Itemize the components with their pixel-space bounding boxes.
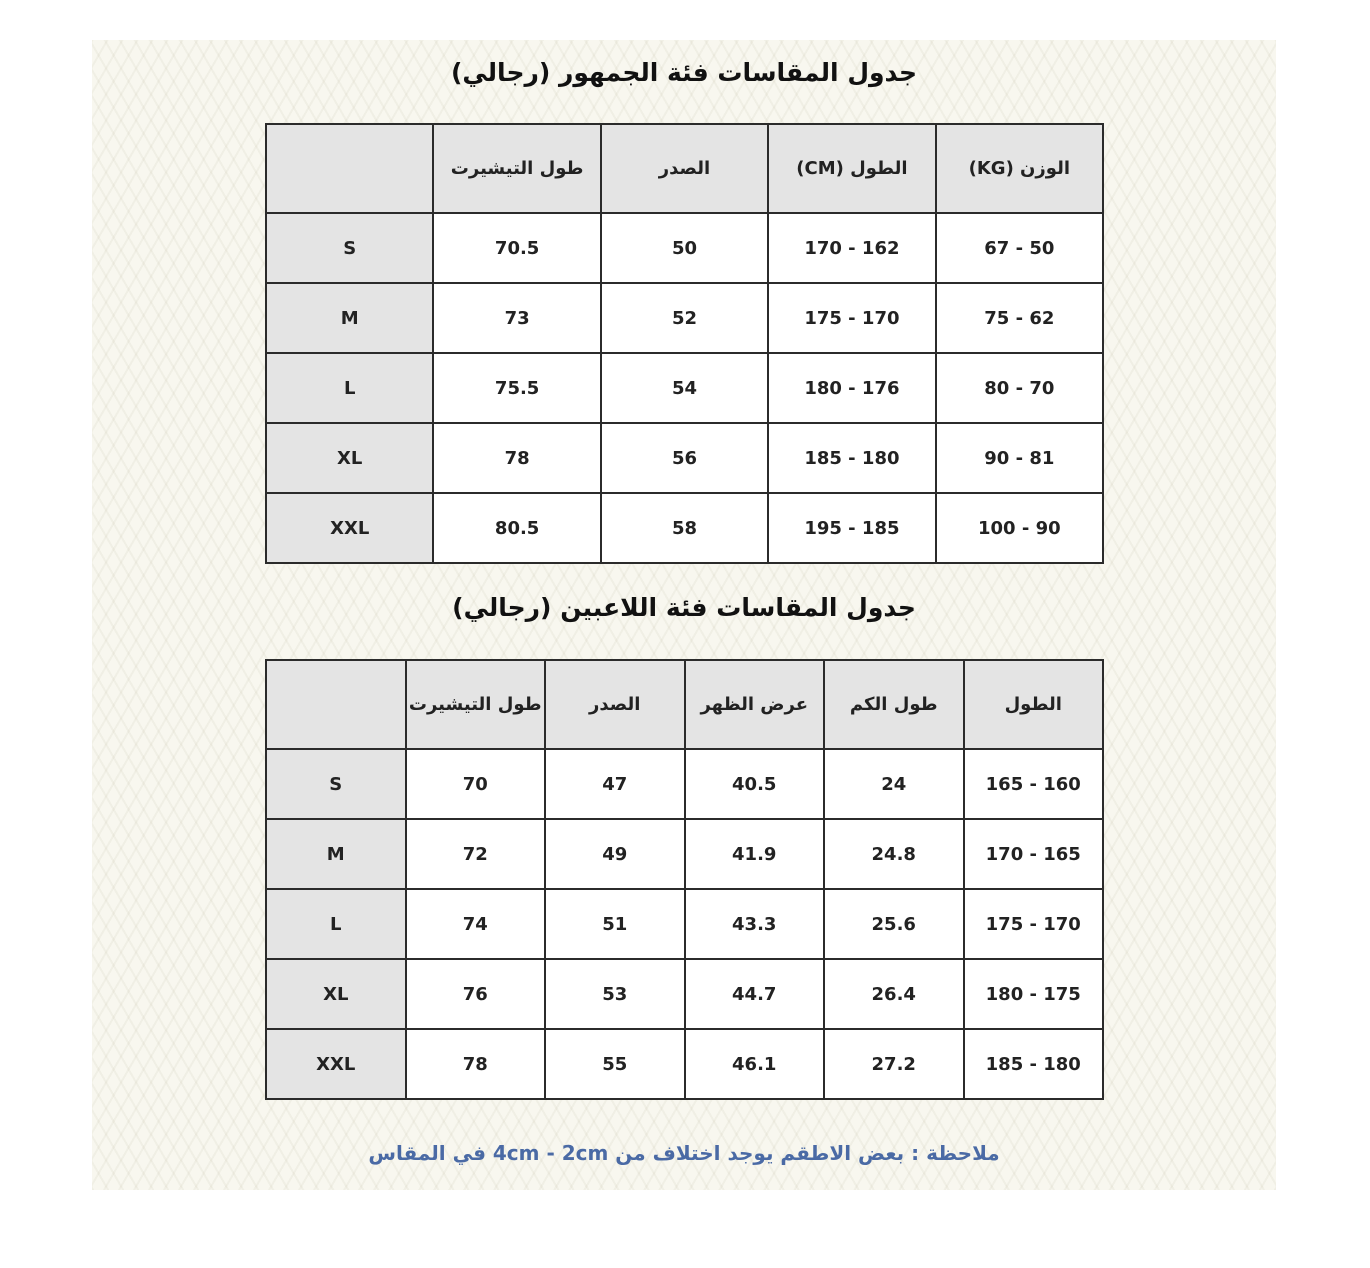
size-cell: L <box>266 889 406 959</box>
sleeve-cell: 26.4 <box>824 959 964 1029</box>
sleeve-cell: 24.8 <box>824 819 964 889</box>
height-cell: 160 - 165 <box>964 749 1104 819</box>
table-header-row <box>266 124 1103 213</box>
header-size <box>266 124 433 213</box>
weight-cell: 81 - 90 <box>936 423 1103 493</box>
header-shirt-length: طول التيشيرت <box>433 124 600 213</box>
chest-cell: 54 <box>601 353 768 423</box>
height-cell: 165 - 170 <box>964 819 1104 889</box>
size-cell: XL <box>266 959 406 1029</box>
table-row <box>266 959 1103 1029</box>
chest-cell: 47 <box>545 749 685 819</box>
size-cell: M <box>266 819 406 889</box>
chest-cell: 58 <box>601 493 768 563</box>
height-cell: 180 - 185 <box>768 423 935 493</box>
shirt-length-cell: 80.5 <box>433 493 600 563</box>
size-cell: XXL <box>266 493 433 563</box>
table-row <box>266 213 1103 283</box>
weight-cell: 90 - 100 <box>936 493 1103 563</box>
header-weight: الوزن (KG) <box>936 124 1103 213</box>
shirt-length-cell: 70 <box>406 749 546 819</box>
players-table-title: جدول المقاسات فئة اللاعبين (رجالي) <box>452 593 916 622</box>
chest-cell: 53 <box>545 959 685 1029</box>
shirt-length-cell: 78 <box>433 423 600 493</box>
sleeve-cell: 27.2 <box>824 1029 964 1099</box>
size-note: ملاحظة : بعض الاطقم يوجد اختلاف من 4cm - 2cm في المقاس <box>368 1141 1000 1165</box>
chest-cell: 50 <box>601 213 768 283</box>
size-cell: L <box>266 353 433 423</box>
height-cell: 176 - 180 <box>768 353 935 423</box>
back-width-cell: 44.7 <box>685 959 825 1029</box>
table-row <box>266 423 1103 493</box>
header-sleeve-length: طول الكم <box>824 660 964 749</box>
shirt-length-cell: 75.5 <box>433 353 600 423</box>
table-row <box>266 819 1103 889</box>
chest-cell: 51 <box>545 889 685 959</box>
size-cell: XXL <box>266 1029 406 1099</box>
header-chest: الصدر <box>601 124 768 213</box>
header-height: الطول <box>964 660 1104 749</box>
shirt-length-cell: 72 <box>406 819 546 889</box>
table-row <box>266 889 1103 959</box>
table-row <box>266 1029 1103 1099</box>
weight-cell: 70 - 80 <box>936 353 1103 423</box>
back-width-cell: 41.9 <box>685 819 825 889</box>
weight-cell: 50 - 67 <box>936 213 1103 283</box>
sleeve-cell: 24 <box>824 749 964 819</box>
chest-cell: 49 <box>545 819 685 889</box>
height-cell: 180 - 185 <box>964 1029 1104 1099</box>
height-cell: 175 - 180 <box>964 959 1104 1029</box>
height-cell: 162 - 170 <box>768 213 935 283</box>
sleeve-cell: 25.6 <box>824 889 964 959</box>
table-row <box>266 493 1103 563</box>
header-size <box>266 660 406 749</box>
back-width-cell: 46.1 <box>685 1029 825 1099</box>
players-size-table <box>265 659 1104 1100</box>
shirt-length-cell: 78 <box>406 1029 546 1099</box>
chest-cell: 55 <box>545 1029 685 1099</box>
shirt-length-cell: 70.5 <box>433 213 600 283</box>
back-width-cell: 40.5 <box>685 749 825 819</box>
header-back-width: عرض الظهر <box>685 660 825 749</box>
height-cell: 185 - 195 <box>768 493 935 563</box>
fans-table-title: جدول المقاسات فئة الجمهور (رجالي) <box>450 58 918 87</box>
chest-cell: 56 <box>601 423 768 493</box>
table-row <box>266 749 1103 819</box>
header-height: الطول (CM) <box>768 124 935 213</box>
size-cell: XL <box>266 423 433 493</box>
table-row <box>266 283 1103 353</box>
table-header-row <box>266 660 1103 749</box>
weight-cell: 62 - 75 <box>936 283 1103 353</box>
chest-cell: 52 <box>601 283 768 353</box>
size-cell: S <box>266 213 433 283</box>
shirt-length-cell: 76 <box>406 959 546 1029</box>
size-cell: M <box>266 283 433 353</box>
size-cell: S <box>266 749 406 819</box>
table-row <box>266 353 1103 423</box>
height-cell: 170 - 175 <box>964 889 1104 959</box>
shirt-length-cell: 74 <box>406 889 546 959</box>
size-chart-sheet <box>92 40 1276 1190</box>
shirt-length-cell: 73 <box>433 283 600 353</box>
height-cell: 170 - 175 <box>768 283 935 353</box>
header-chest: الصدر <box>545 660 685 749</box>
fans-size-table <box>265 123 1104 564</box>
header-shirt-length: طول التيشيرت <box>406 660 546 749</box>
back-width-cell: 43.3 <box>685 889 825 959</box>
